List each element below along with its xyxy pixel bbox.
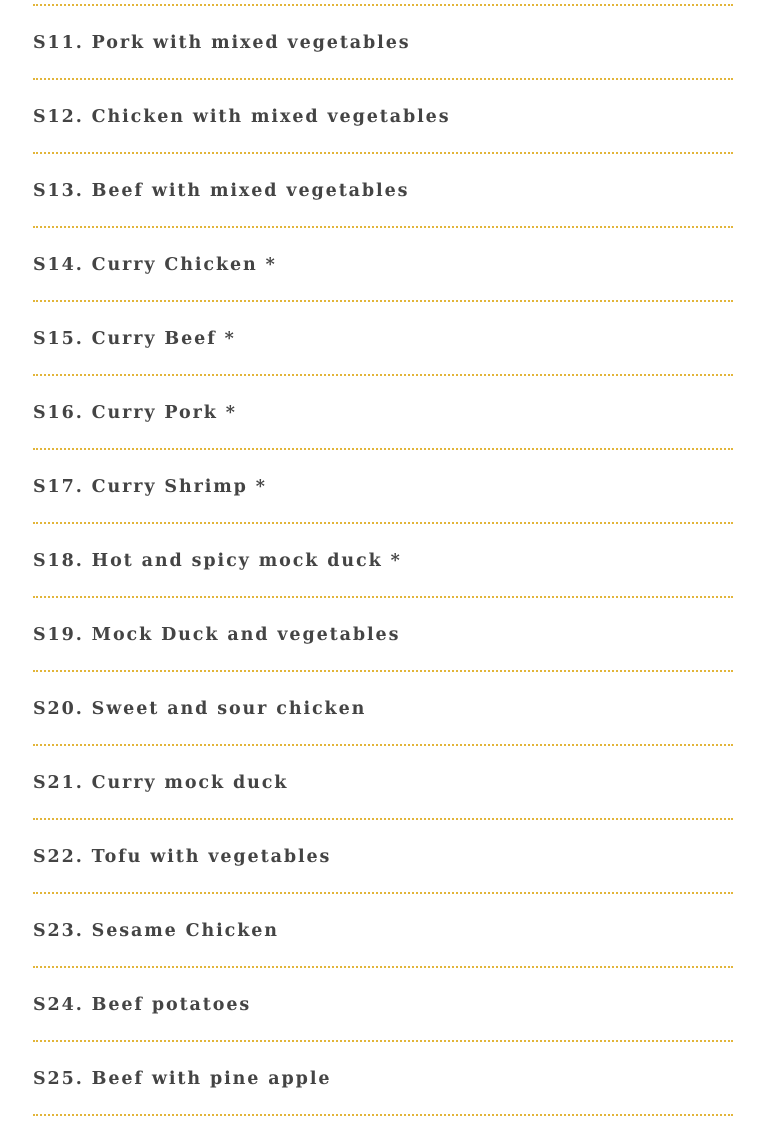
menu-item-name: S20. Sweet and sour chicken [33,699,367,719]
menu-item-s17 [33,450,733,524]
menu-item-s12 [33,80,733,154]
menu-item-name: S11. Pork with mixed vegetables [33,33,411,53]
menu-item-name: S15. Curry Beef * [33,329,236,349]
menu-item-name: S14. Curry Chicken * [33,255,277,275]
menu-item-name: S13. Beef with mixed vegetables [33,181,410,201]
menu-item-s15 [33,302,733,376]
menu-item-name: S22. Tofu with vegetables [33,847,332,867]
menu-item-s25 [33,1042,733,1116]
menu-item-name: S17. Curry Shrimp * [33,477,267,497]
menu-item-name: S25. Beef with pine apple [33,1069,332,1089]
menu-item-s13 [33,154,733,228]
menu-item-name: S16. Curry Pork * [33,403,237,423]
menu-item-name: S18. Hot and spicy mock duck * [33,551,402,571]
menu-item-s16 [33,376,733,450]
menu-item-name: S23. Sesame Chicken [33,921,279,941]
menu-item-s23 [33,894,733,968]
menu-item-s11 [33,6,733,80]
menu-item-s22 [33,820,733,894]
menu-item-name: S12. Chicken with mixed vegetables [33,107,451,127]
menu-item-name: S24. Beef potatoes [33,995,252,1015]
menu-item-name: S19. Mock Duck and vegetables [33,625,401,645]
menu-item-s20 [33,672,733,746]
menu-item-s14 [33,228,733,302]
menu-list [33,4,733,1116]
menu-item-s18 [33,524,733,598]
menu-item-s24 [33,968,733,1042]
menu-item-name: S21. Curry mock duck [33,773,289,793]
menu-item-s21 [33,746,733,820]
menu-item-s19 [33,598,733,672]
